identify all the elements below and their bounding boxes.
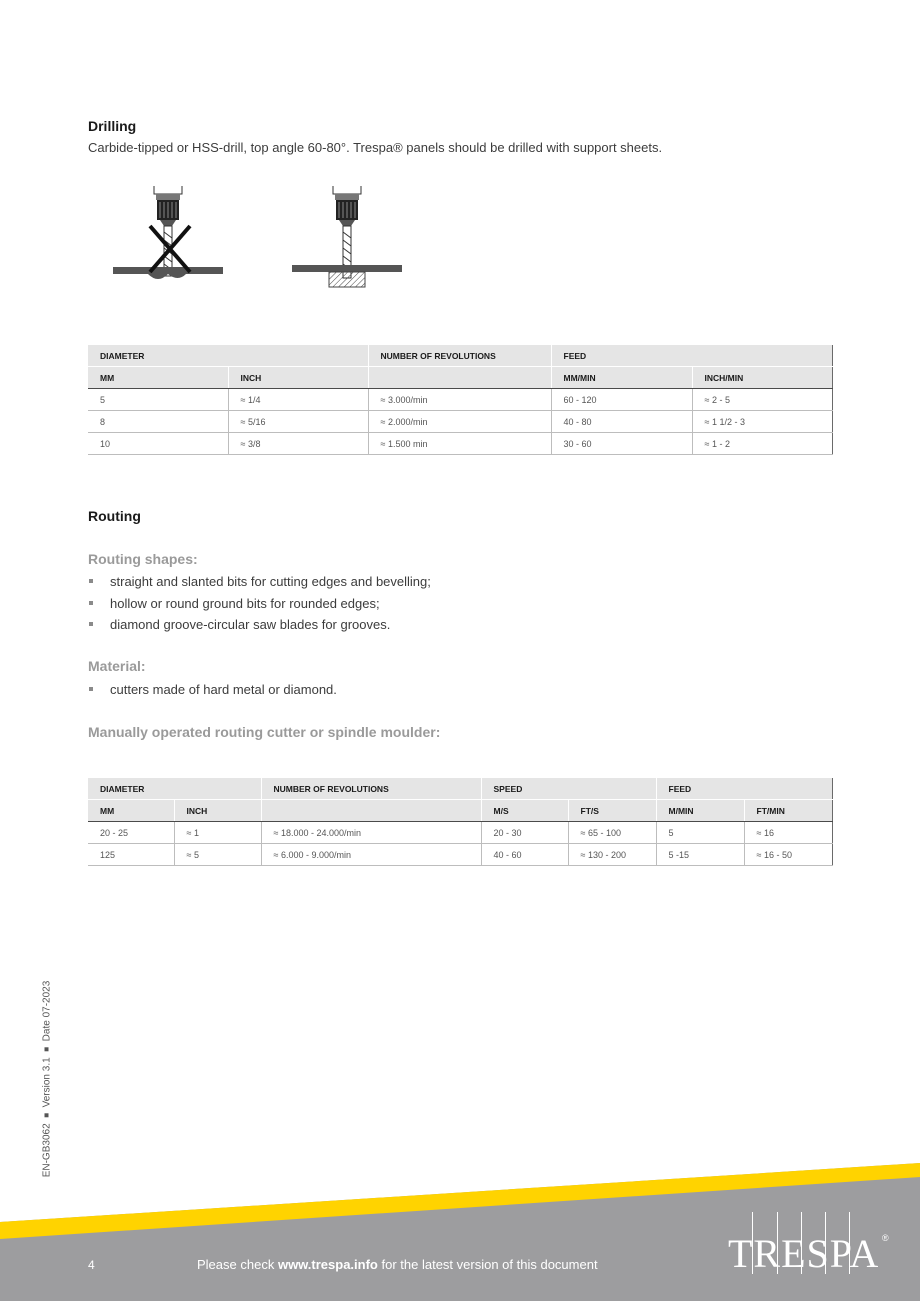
table-cell: ≈ 2.000/min: [368, 411, 551, 433]
routing-subheader-m-s: M/S: [481, 800, 568, 822]
routing-header-feed: FEED: [656, 778, 832, 800]
table-cell: ≈ 1 - 2: [692, 433, 832, 455]
table-cell: 5: [656, 822, 744, 844]
document-code: EN-GB3062: [41, 1123, 53, 1178]
separator-square-icon: [45, 1113, 49, 1117]
routing-subheader-m-min: M/MIN: [656, 800, 744, 822]
table-cell: 40 - 80: [551, 411, 692, 433]
separator-square-icon: [45, 1047, 49, 1051]
drilling-header-revolutions: NUMBER OF REVOLUTIONS: [368, 345, 551, 367]
table-row: [88, 411, 832, 433]
material-list: [88, 682, 337, 704]
logo-divider-lines: [726, 1212, 876, 1274]
routing-header-speed: SPEED: [481, 778, 656, 800]
drilling-subheader-inch-min: INCH/MIN: [692, 367, 832, 389]
document-version: Version 3.1: [41, 1057, 53, 1108]
table-row: [88, 822, 832, 844]
table-cell: 40 - 60: [481, 844, 568, 866]
routing-subheader-empty: [261, 800, 481, 822]
table-row: [88, 433, 832, 455]
table-cell: ≈ 65 - 100: [568, 822, 656, 844]
table-cell: ≈ 130 - 200: [568, 844, 656, 866]
routing-shapes-list: [88, 574, 431, 639]
routing-subheader-inch: INCH: [174, 800, 261, 822]
table-cell: 20 - 25: [88, 822, 174, 844]
table-cell: 8: [88, 411, 228, 433]
drilling-header-diameter: DIAMETER: [88, 345, 368, 367]
table-cell: ≈ 1: [174, 822, 261, 844]
drilling-subheader-mm: MM: [88, 367, 228, 389]
table-row: [88, 389, 832, 411]
table-cell: ≈ 3/8: [228, 433, 368, 455]
list-item: straight and slanted bits for cutting edges and bevelling;: [88, 574, 431, 596]
table-cell: 125: [88, 844, 174, 866]
routing-header-diameter: DIAMETER: [88, 778, 261, 800]
table-cell: 5 -15: [656, 844, 744, 866]
registered-mark: ®: [882, 1233, 889, 1243]
table-cell: ≈ 18.000 - 24.000/min: [261, 822, 481, 844]
routing-title: Routing: [88, 508, 141, 524]
table-cell: ≈ 3.000/min: [368, 389, 551, 411]
footer-text-before: Please check: [197, 1257, 275, 1272]
material-heading: Material:: [88, 658, 146, 674]
table-cell: 30 - 60: [551, 433, 692, 455]
table-cell: 20 - 30: [481, 822, 568, 844]
routing-header-revolutions: NUMBER OF REVOLUTIONS: [261, 778, 481, 800]
document-date: Date 07-2023: [41, 980, 53, 1042]
page-number: 4: [88, 1258, 95, 1272]
footer-link[interactable]: www.trespa.info: [277, 1257, 378, 1272]
table-cell: ≈ 1/4: [228, 389, 368, 411]
table-cell: ≈ 6.000 - 9.000/min: [261, 844, 481, 866]
table-row: [88, 844, 832, 866]
table-cell: ≈ 2 - 5: [692, 389, 832, 411]
table-cell: ≈ 1.500 min: [368, 433, 551, 455]
drilling-description: Carbide-tipped or HSS-drill, top angle 60-80°. Trespa® panels should be drilled with support sheets.: [88, 140, 663, 155]
drilling-table: [88, 345, 833, 455]
routing-subheader-ft-s: FT/S: [568, 800, 656, 822]
list-item: hollow or round ground bits for rounded edges;: [88, 596, 431, 618]
routing-subheader-mm: MM: [88, 800, 174, 822]
list-item: cutters made of hard metal or diamond.: [88, 682, 337, 704]
list-item: diamond groove-circular saw blades for grooves.: [88, 617, 431, 639]
drilling-subheader-empty: [368, 367, 551, 389]
drilling-title: Drilling: [88, 118, 137, 134]
table-cell: 60 - 120: [551, 389, 692, 411]
drilling-subheader-mm-min: MM/MIN: [551, 367, 692, 389]
routing-shapes-heading: Routing shapes:: [88, 551, 198, 567]
table-cell: 10: [88, 433, 228, 455]
table-cell: ≈ 1 1/2 - 3: [692, 411, 832, 433]
table-cell: ≈ 5/16: [228, 411, 368, 433]
drilling-illustration: [100, 180, 420, 295]
routing-subheader-ft-min: FT/MIN: [744, 800, 832, 822]
footer-note: [197, 1257, 598, 1272]
table-cell: 5: [88, 389, 228, 411]
manual-routing-heading: Manually operated routing cutter or spindle moulder:: [88, 724, 441, 740]
footer-text-after: for the latest version of this document: [381, 1257, 598, 1272]
document-version-info: [42, 981, 53, 1178]
wrong-drilling-icon: [113, 186, 223, 279]
table-cell: ≈ 5: [174, 844, 261, 866]
correct-drilling-icon: [292, 186, 402, 287]
drilling-header-feed: FEED: [551, 345, 832, 367]
drilling-subheader-inch: INCH: [228, 367, 368, 389]
trespa-logo: TRESPA: [728, 1231, 880, 1276]
table-cell: ≈ 16: [744, 822, 832, 844]
routing-table: [88, 778, 833, 866]
table-cell: ≈ 16 - 50: [744, 844, 832, 866]
